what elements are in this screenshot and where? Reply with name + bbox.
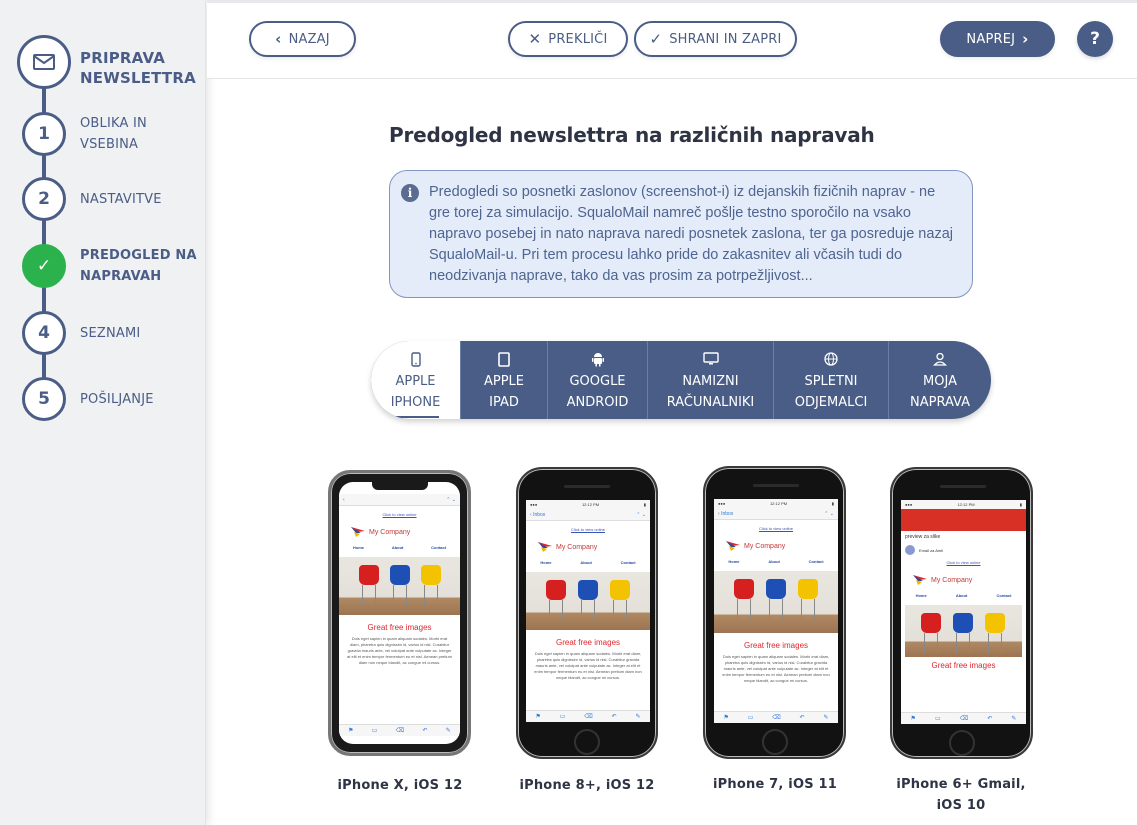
device-preview-iphone-8-plus[interactable]: ●●● 12:12 PM ▮ ‹ Inbox ⌃ ⌄ Click to view online My Company Home About Contact Great free images Duis eget sapien in quam aliquam sodales. Morbi erat diam, pharetra quis dignissim id, varius id nisl. Curabitur gravida mauris ante, vel volutpat ante vulputate ac. Integer at elit et enim tempor fermentum eu et nisl. Aenean pretium diam non neque blandit, ac congue mi cursus. ⚑ ▭ ⌫ ↶ ✎ iPhone 8+, iOS 12 (516, 467, 658, 759)
help-button[interactable]: ? (1077, 21, 1113, 57)
sidebar-item-label: NASTAVITVE (80, 192, 162, 207)
sidebar-item-label: OBLIKA IN VSEBINA (80, 116, 147, 152)
envelope-icon (17, 35, 71, 89)
email-screenshot: ●●● 12:12 PM ▮ preview za slike Email za Amil Click to view online My Company Home About Contact Great free images ⚑ ▭ ⌫ ↶ ✎ (901, 500, 1026, 724)
tab-apple-iphone[interactable]: APPLE IPHONE (371, 341, 461, 419)
globe-icon (824, 350, 838, 368)
step-number-2: 2 (22, 177, 66, 221)
device-preview-iphone-7[interactable]: ●●● 12:12 PM ▮ ‹ Inbox ⌃ ⌄ Click to view online My Company Home About Contact Great free images Duis eget sapien in quam aliquam sodales. Morbi erat diam, pharetra quis dignissim id, varius id nisl. Curabitur gravida mauris ante, vel volutpat ante vulputate ac. Integer at elit et enim tempor fermentum eu et nisl. Aenean pretium diam non neque blandit, ac congue mi cursus. ⚑ ▭ ⌫ ↶ ✎ iPhone 7, iOS 11 (703, 466, 846, 759)
chevron-right-icon: › (1022, 30, 1029, 48)
chairs-image (339, 557, 460, 615)
chairs-image (905, 605, 1022, 657)
android-icon (591, 350, 605, 368)
next-button[interactable]: NAPREJ › (940, 21, 1055, 57)
step-number-5: 5 (22, 377, 66, 421)
save-and-close-button[interactable]: ✓ SHRANI IN ZAPRI (634, 21, 797, 57)
step-number-1: 1 (22, 112, 66, 156)
device-preview-iphone-6-plus-gmail[interactable]: ●●● 12:12 PM ▮ preview za slike Email za Amil Click to view online My Company Home About Contact Great free images ⚑ ▭ ⌫ ↶ ✎ iPhone 6+ Gmail, iOS 10 (890, 467, 1033, 759)
chairs-image (714, 571, 838, 633)
email-screenshot: ●●● 12:12 PM ▮ ‹ Inbox ⌃ ⌄ Click to view online My Company Home About Contact Great free images Duis eget sapien in quam aliquam sodales. Morbi erat diam, pharetra quis dignissim id, varius id nisl. Curabitur gravida mauris ante, vel volutpat ante vulputate ac. Integer at elit et enim tempor fermentum eu et nisl. Aenean pretium diam non neque blandit, ac congue mi cursus. ⚑ ▭ ⌫ ↶ ✎ (526, 500, 650, 722)
phone-frame (516, 467, 658, 759)
tab-moja-naprava[interactable]: MOJA NAPRAVA (889, 341, 991, 419)
cancel-button[interactable]: ✕ PREKLIČI (508, 21, 628, 57)
email-screenshot: ‹ ⌃ ⌄ Click to view online My Company Home About Contact Great free images Duis eget sapien in quam aliquam sodales. Morbi erat diam, pharetra quis dignissim id, varius id nisl. Curabitur gravida mauris ante, vel volutpat ante vulputate ac. Integer at elit et enim tempor fermentum eu et nisl. Aenean pretium diam non neque blandit, ac congue mi cursus. ⚑ ▭ ⌫ ↶ ✎ (339, 482, 460, 744)
page-title: Predogled newslettra na različnih napravah (389, 123, 875, 147)
sidebar-item-label: PREDOGLED NA NAPRAVAH (80, 248, 197, 284)
phone-frame (890, 467, 1033, 759)
wizard-sidebar (0, 0, 206, 825)
tab-apple-ipad[interactable]: APPLE IPAD (461, 341, 548, 419)
gmail-header (901, 509, 1026, 531)
info-notice (389, 170, 973, 298)
smartphone-icon (411, 350, 421, 368)
step-number-4: 4 (22, 311, 66, 355)
tablet-icon (498, 350, 510, 368)
chairs-image (526, 572, 650, 630)
active-tab-underline (393, 416, 439, 418)
sidebar-item-label: SEZNAMI (80, 326, 141, 341)
step-header-label: PRIPRAVA NEWSLETTRA (80, 49, 196, 87)
close-icon: ✕ (528, 30, 542, 48)
check-icon: ✓ (649, 30, 663, 48)
phone-frame (703, 466, 846, 759)
phone-frame (328, 470, 471, 756)
monitor-icon (703, 350, 719, 368)
back-button[interactable]: ‹ NAZAJ (249, 21, 356, 57)
info-icon: i (401, 184, 419, 202)
tab-google-android[interactable]: GOOGLE ANDROID (548, 341, 648, 419)
tab-namizni-racunalniki[interactable]: NAMIZNI RAČUNALNIKI (648, 341, 774, 419)
device-tabs (371, 341, 991, 419)
tab-spletni-odjemalci[interactable]: SPLETNI ODJEMALCI (774, 341, 889, 419)
checkmark-icon: ✓ (22, 244, 66, 288)
chevron-left-icon: ‹ (275, 30, 282, 48)
sidebar-item-label: POŠILJANJE (80, 392, 154, 407)
email-screenshot: ●●● 12:12 PM ▮ ‹ Inbox ⌃ ⌄ Click to view online My Company Home About Contact Great free images Duis eget sapien in quam aliquam sodales. Morbi erat diam, pharetra quis dignissim id, varius id nisl. Curabitur gravida mauris ante, vel volutpat ante vulputate ac. Integer at elit et enim tempor fermentum eu et nisl. Aenean pretium diam non neque blandit, ac congue mi cursus. ⚑ ▭ ⌫ ↶ ✎ (714, 499, 838, 723)
device-preview-iphone-x[interactable]: ‹ ⌃ ⌄ Click to view online My Company Home About Contact Great free images Duis eget sapien in quam aliquam sodales. Morbi erat diam, pharetra quis dignissim id, varius id nisl. Curabitur gravida mauris ante, vel volutpat ante vulputate ac. Integer at elit et enim tempor fermentum eu et nisl. Aenean pretium diam non neque blandit, ac congue mi cursus. ⚑ ▭ ⌫ ↶ ✎ iPhone X, iOS 12 (328, 470, 471, 756)
user-icon (933, 350, 947, 368)
info-text: Predogledi so posnetki zaslonov (screenshot-i) iz dejanskih fizičnih naprav - ne gre torej za simulacijo. SqualoMail namreč pošlje testno sporočilo na vsako napravo posebej in nato naprava naredi posnetek zaslona, ter ga posreduje nazaj SqualoMail-u. Pri tem procesu lahko pride do zakasnitev ali včasih tudi do neodzivanja naprave, tako da vas prosim za potrpežljivost... (429, 184, 953, 284)
